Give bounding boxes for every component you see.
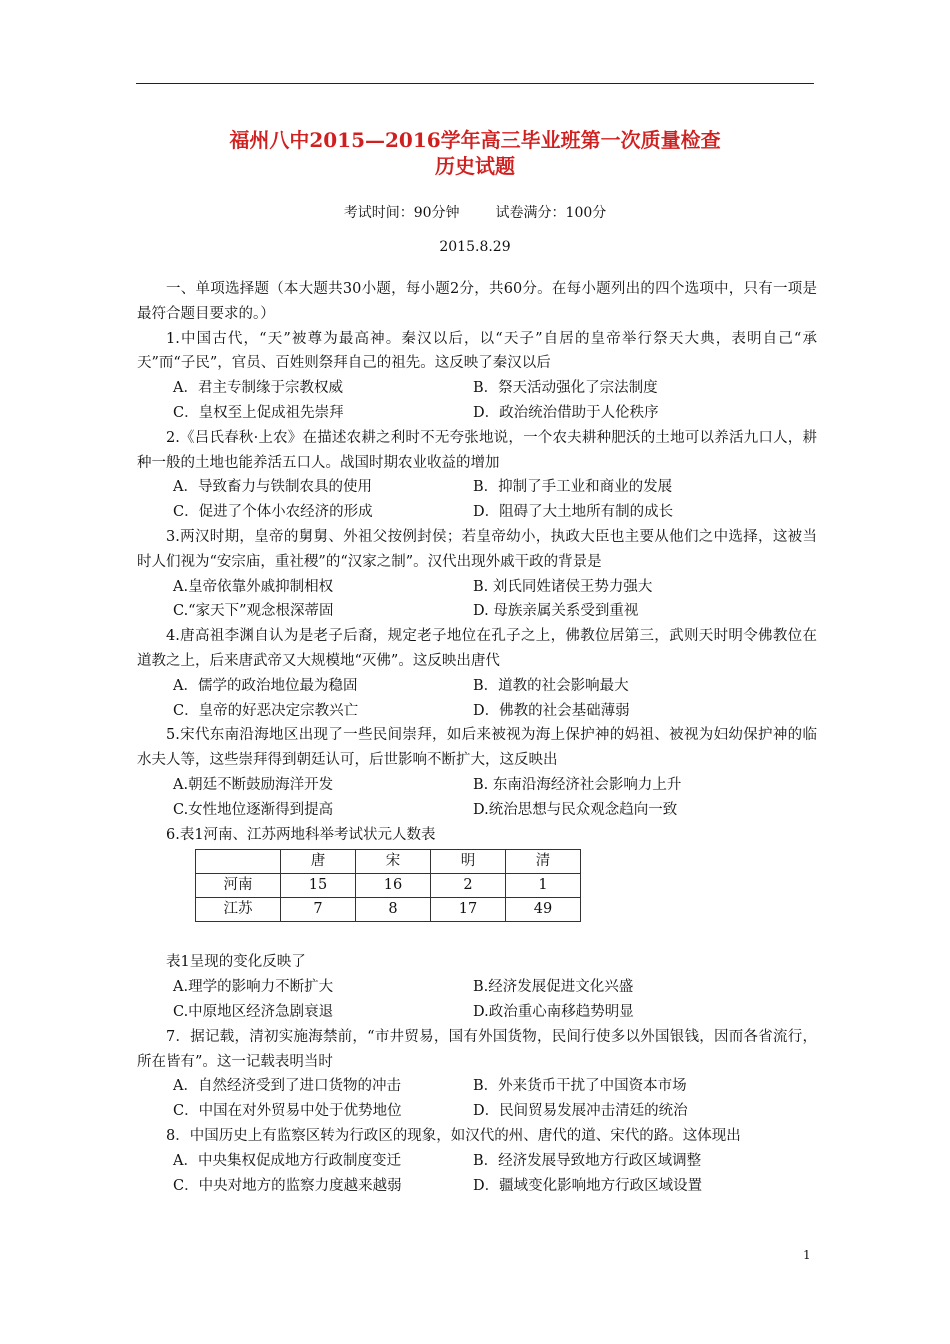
option-c: C.“家天下”观念根深蒂固 — [173, 603, 334, 620]
option-row — [137, 1000, 817, 1025]
question-4 — [137, 624, 817, 723]
question-7 — [137, 1025, 817, 1124]
option-row — [137, 773, 817, 798]
question-stem: 7．据记载，清初实施海禁前，“市井贸易，国有外国货物，民间行使多以外国银钱，因而各省流行，所在皆有”。这一记载表明当时 — [137, 1028, 817, 1070]
page-number: 1 — [803, 1248, 811, 1262]
question-stem: 8．中国历史上有监察区转为行政区的现象，如汉代的州、唐代的道、宋代的路。这体现出 — [166, 1127, 741, 1144]
option-b: B. 刘氏同姓诸侯王势力强大 — [473, 578, 653, 595]
option-d: D．政治统治借助于人伦秩序 — [473, 404, 659, 421]
question-stem: 1.中国古代，“天”被尊为最高神。秦汉以后，以“天子”自居的皇帝举行祭天大典，表明自己“承天”而“子民”，官员、百姓则祭拜自己的祖先。这反映了秦汉以后 — [137, 330, 817, 372]
option-a: A.皇帝依靠外戚抑制相权 — [173, 578, 334, 595]
question-6 — [137, 823, 817, 1025]
table-cell: 16 — [356, 874, 431, 898]
exam-info — [0, 202, 950, 222]
table-header-cell: 清 — [506, 850, 581, 874]
question-stem: 5.宋代东南沿海地区出现了一些民间崇拜，如后来被视为海上保护神的妈祖、被视为妇幼保护神的临水夫人等，这些崇拜得到朝廷认可，后世影响不断扩大，这反映出 — [137, 727, 817, 769]
option-row — [137, 699, 817, 724]
option-d: D.政治重心南移趋势明显 — [473, 1003, 634, 1020]
table-cell: 15 — [281, 874, 356, 898]
table-header-cell: 唐 — [281, 850, 356, 874]
data-table — [195, 849, 581, 922]
table-cell: 49 — [506, 898, 581, 922]
table-cell: 2 — [431, 874, 506, 898]
option-row — [137, 1099, 817, 1124]
option-row — [137, 674, 817, 699]
option-b: B．道教的社会影响最大 — [473, 677, 629, 694]
table-header-row — [196, 850, 581, 874]
option-b: B．抑制了手工业和商业的发展 — [473, 479, 673, 496]
table-row — [196, 898, 581, 922]
table-header-cell: 明 — [431, 850, 506, 874]
full-score: 试卷满分：100分 — [495, 205, 607, 221]
question-stem: 6.表1河南、江苏两地科举考试状元人数表 — [166, 826, 436, 843]
header-rule — [136, 83, 814, 84]
option-a: A．儒学的政治地位最为稳固 — [173, 677, 358, 694]
option-c: C.女性地位逐渐得到提高 — [173, 801, 334, 818]
option-a: A.朝廷不断鼓励海洋开发 — [173, 776, 334, 793]
option-row — [137, 975, 817, 1000]
option-row — [137, 401, 817, 426]
option-d: D．民间贸易发展冲击清廷的统治 — [473, 1103, 688, 1120]
section-intro: 一、单项选择题（本大题共30小题，每小题2分，共60分。在每小题列出的四个选项中，只有一项是最符合题目要求的。） — [137, 281, 817, 322]
option-row — [137, 1149, 817, 1174]
option-c: C．皇权至上促成祖先崇拜 — [173, 404, 344, 421]
option-b: B．外来货币干扰了中国资本市场 — [473, 1078, 687, 1095]
option-row — [137, 376, 817, 401]
table-header-cell — [196, 850, 281, 874]
option-a: A．导致畜力与铁制农具的使用 — [173, 479, 372, 496]
table-row-label: 江苏 — [196, 898, 281, 922]
question-stem: 3.两汉时期，皇帝的舅舅、外祖父按例封侯；若皇帝幼小，执政大臣也主要从他们之中选择，这被当时人们视为“安宗庙，重社稷”的“汉家之制”。汉代出现外戚干政的背景是 — [137, 528, 817, 570]
option-b: B．经济发展导致地方行政区域调整 — [473, 1152, 702, 1169]
option-d: D．阻碍了大土地所有制的成长 — [473, 504, 674, 521]
question-5 — [137, 723, 817, 822]
exam-content — [137, 277, 817, 1198]
exam-title: 福州八中2015—2016学年高三毕业班第一次质量检查 — [229, 128, 721, 152]
table-header-cell: 宋 — [356, 850, 431, 874]
option-a: A．中央集权促成地方行政制度变迁 — [173, 1152, 401, 1169]
question-3 — [137, 525, 817, 624]
option-c: C.中原地区经济急剧衰退 — [173, 1003, 334, 1020]
question-8 — [137, 1124, 817, 1198]
option-c: C．中央对地方的监察力度越来越弱 — [173, 1177, 402, 1194]
exam-subtitle: 历史试题 — [435, 154, 515, 178]
table-cell: 7 — [281, 898, 356, 922]
option-b: B.经济发展促进文化兴盛 — [473, 979, 634, 996]
option-row — [137, 1174, 817, 1199]
exam-time: 考试时间：90分钟 — [343, 205, 460, 221]
option-row — [137, 599, 817, 624]
option-a: A.理学的影响力不断扩大 — [173, 979, 334, 996]
option-c: C．皇帝的好恶决定宗教兴亡 — [173, 702, 359, 719]
option-row — [137, 1074, 817, 1099]
option-row — [137, 475, 817, 500]
option-d: D．佛教的社会基础薄弱 — [473, 702, 630, 719]
question-stem: 4.唐高祖李渊自认为是老子后裔，规定老子地位在孔子之上，佛教位居第三，武则天时明令佛教位在道教之上，后来唐武帝又大规模地“灭佛”。这反映出唐代 — [137, 628, 817, 669]
question-2 — [137, 426, 817, 525]
table-row-label: 河南 — [196, 874, 281, 898]
option-row — [137, 575, 817, 600]
option-c: C．促进了个体小农经济的形成 — [173, 504, 373, 521]
table-row — [196, 874, 581, 898]
exam-date: 2015.8.29 — [439, 239, 511, 255]
question-prompt: 表1呈现的变化反映了 — [166, 954, 306, 971]
option-a: A．君主专制缘于宗教权威 — [173, 380, 343, 397]
option-b: B．祭天活动强化了宗法制度 — [473, 380, 658, 397]
table-cell: 17 — [431, 898, 506, 922]
question-stem: 2.《吕氏春秋·上农》在描述农耕之利时不无夸张地说，一个农夫耕种肥沃的土地可以养活九口人，耕种一般的土地也能养活五口人。战国时期农业收益的增加 — [137, 429, 817, 471]
question-1 — [137, 327, 817, 426]
option-a: A．自然经济受到了进口货物的冲击 — [173, 1078, 401, 1095]
option-row — [137, 798, 817, 823]
option-d: D. 母族亲属关系受到重视 — [473, 603, 639, 620]
table-cell: 1 — [506, 874, 581, 898]
option-b: B. 东南沿海经济社会影响力上升 — [473, 776, 682, 793]
option-d: D.统治思想与民众观念趋向一致 — [473, 801, 678, 818]
option-c: C．中国在对外贸易中处于优势地位 — [173, 1103, 402, 1120]
option-d: D．疆域变化影响地方行政区域设置 — [473, 1177, 703, 1194]
table-cell: 8 — [356, 898, 431, 922]
option-row — [137, 500, 817, 525]
